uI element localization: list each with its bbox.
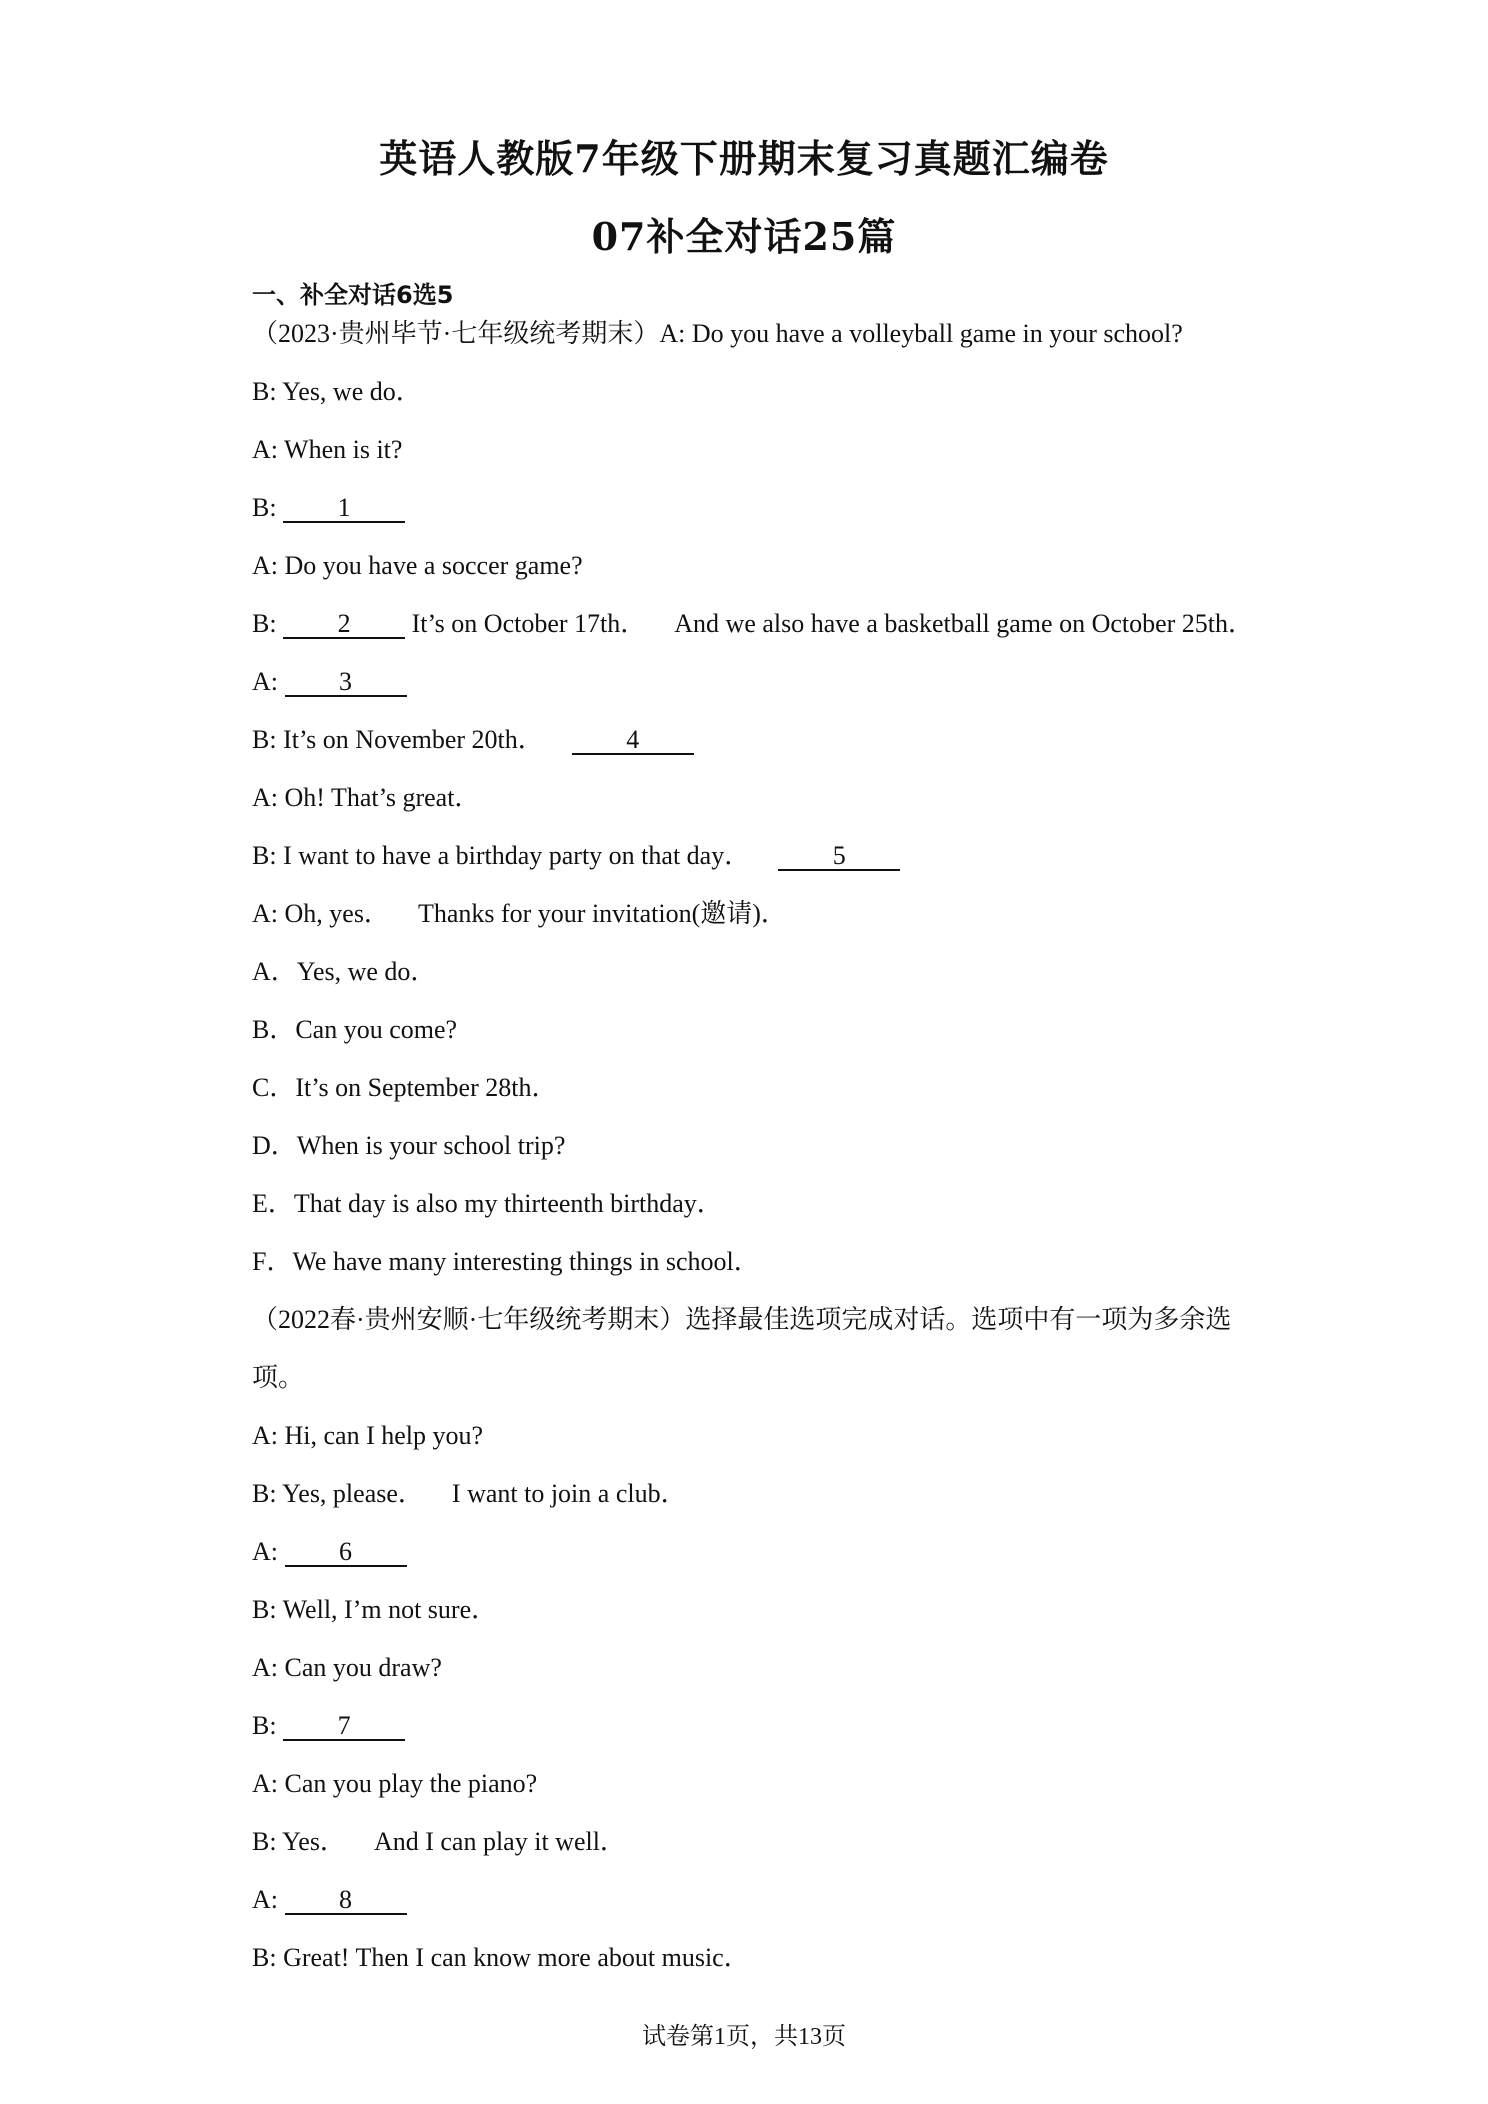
dialogue-line: B: Great! Then I can know more about music． xyxy=(252,1943,750,1972)
passage1-first-line xyxy=(252,318,1183,350)
dialogue-line: A: Hi, can I help you? xyxy=(252,1421,484,1450)
passage2-intro-continued: 项。 xyxy=(252,1363,305,1392)
dialogue-text: B: Yes． xyxy=(252,1827,346,1856)
speaker-label: A: xyxy=(252,1885,278,1914)
speaker-label: A: xyxy=(252,667,278,696)
dialogue-line xyxy=(252,1884,407,1916)
answer-blank-6[interactable]: 6 xyxy=(285,1539,407,1567)
dialogue-line xyxy=(252,608,1254,640)
dialogue-text: And we also have a basketball game on October 25th． xyxy=(674,609,1255,638)
dialogue-line xyxy=(252,666,407,698)
document-subtitle: 07补全对话25篇 xyxy=(591,214,897,259)
answer-blank-8[interactable]: 8 xyxy=(285,1887,407,1915)
answer-blank-3[interactable]: 3 xyxy=(285,669,407,697)
document-title: 英语人教版7年级下册期末复习真题汇编卷 xyxy=(379,136,1109,181)
dialogue-line: A: Do you have a soccer game? xyxy=(252,551,583,580)
option-b: B．Can you come? xyxy=(252,1015,458,1044)
answer-blank-2[interactable]: 2 xyxy=(283,611,405,639)
dialogue-text: B: I want to have a birthday party on that day． xyxy=(252,841,751,870)
answer-blank-7[interactable]: 7 xyxy=(283,1713,405,1741)
dialogue-text: And I can play it well． xyxy=(373,1827,626,1856)
answer-blank-4[interactable]: 4 xyxy=(572,727,694,755)
dialogue-text: It’s on October 17th． xyxy=(411,609,647,638)
dialogue-line xyxy=(252,492,405,524)
dialogue-line xyxy=(252,1536,407,1568)
dialogue-line xyxy=(252,840,900,872)
option-f: F．We have many interesting things in school． xyxy=(252,1247,760,1276)
dialogue-line xyxy=(252,898,787,930)
dialogue-line xyxy=(252,1826,626,1858)
dialogue-line: A: Can you draw? xyxy=(252,1653,442,1682)
option-a: A．Yes, we do． xyxy=(252,957,437,986)
speaker-label: B: xyxy=(252,609,277,638)
answer-blank-5[interactable]: 5 xyxy=(778,843,900,871)
dialogue-line xyxy=(252,1710,405,1742)
dialogue-line: A: Do you have a volleyball game in your school? xyxy=(659,319,1183,348)
dialogue-line: A: When is it? xyxy=(252,435,403,464)
page-footer: 试卷第1页，共13页 xyxy=(642,2024,846,2050)
passage2-intro: （2022春·贵州安顺·七年级统考期末）选择最佳选项完成对话。选项中有一项为多余选 xyxy=(252,1305,1232,1334)
dialogue-line: B: Well, I’m not sure． xyxy=(252,1595,498,1624)
option-c: C．It’s on September 28th． xyxy=(252,1073,558,1102)
option-d: D．When is your school trip? xyxy=(252,1131,566,1160)
section-heading: 一、补全对话6选5 xyxy=(252,281,454,309)
speaker-label: B: xyxy=(252,493,277,522)
answer-blank-1[interactable]: 1 xyxy=(283,495,405,523)
dialogue-line xyxy=(252,724,694,756)
speaker-label: A: xyxy=(252,1537,278,1566)
dialogue-text: A: Oh, yes． xyxy=(252,899,390,928)
dialogue-text: B: Yes, please． xyxy=(252,1479,424,1508)
dialogue-text: I want to join a club． xyxy=(451,1479,687,1508)
dialogue-line: B: Yes, we do． xyxy=(252,377,422,406)
dialogue-line: A: Oh! That’s great． xyxy=(252,783,481,812)
dialogue-text: Thanks for your invitation(邀请)． xyxy=(417,899,787,928)
dialogue-line xyxy=(252,1478,687,1510)
dialogue-text: B: It’s on November 20th． xyxy=(252,725,544,754)
option-e: E．That day is also my thirteenth birthday． xyxy=(252,1189,723,1218)
passage1-source: （2023·贵州毕节·七年级统考期末） xyxy=(252,319,660,348)
dialogue-line: A: Can you play the piano? xyxy=(252,1769,538,1798)
speaker-label: B: xyxy=(252,1711,277,1740)
